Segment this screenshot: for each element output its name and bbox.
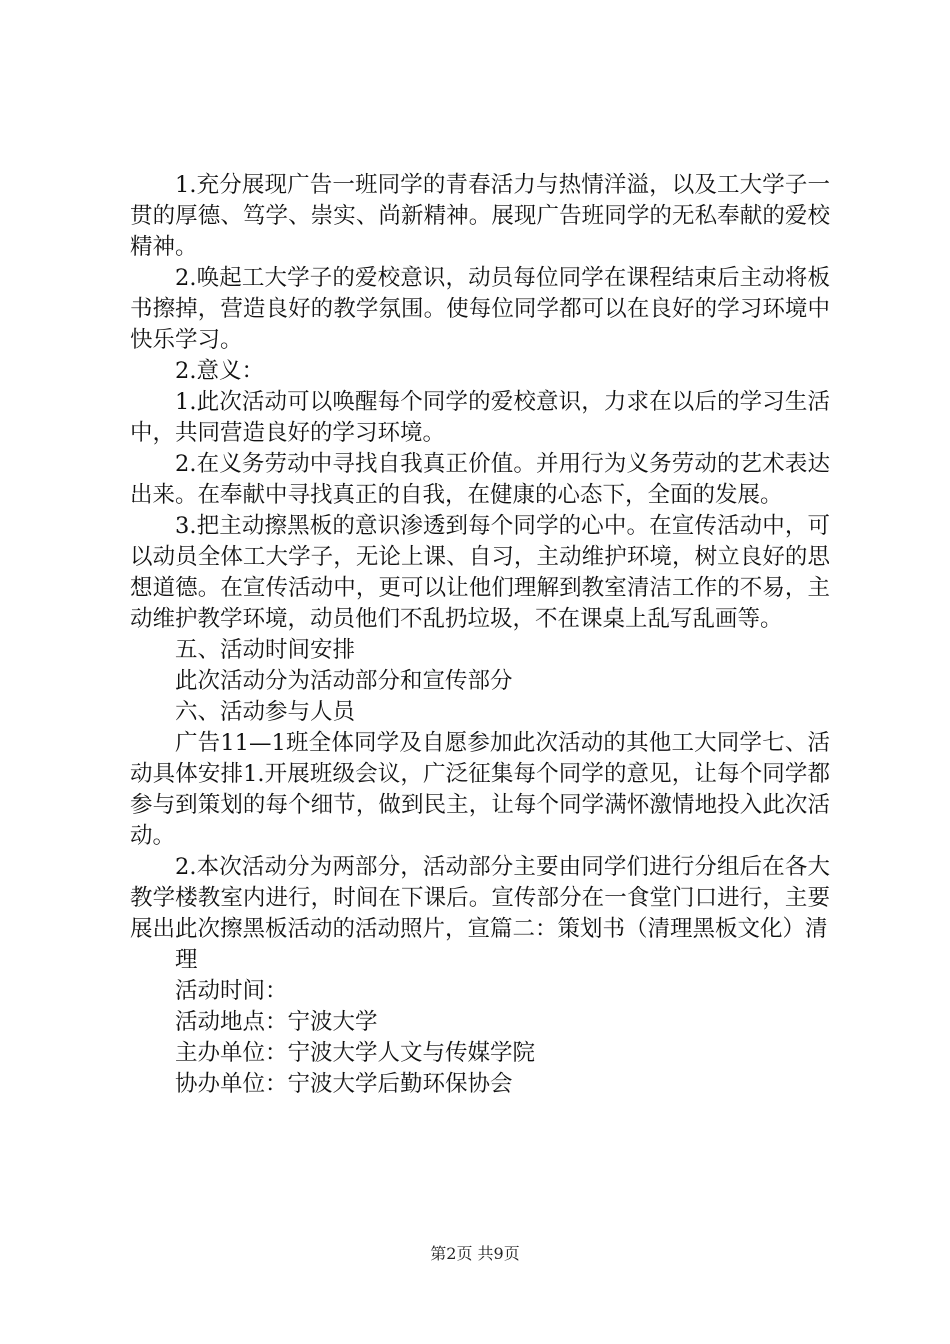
field-co-organizer: 协办单位：宁波大学后勤环保协会 bbox=[175, 1071, 513, 1097]
paragraph-significance-3: 3.把主动擦黑板的意识渗透到每个同学的心中。在宣传活动中，可以动员全体工大学子，无论上课、自习，主动维护环境，树立良好的思想道德。在宣传活动中，更可以让他们理解到教室清洁工作的不易，主动维护教学环境，动员他们不乱扔垃圾，不在课桌上乱写乱画等。 bbox=[130, 513, 830, 632]
paragraph-significance-heading: 2.意义： bbox=[175, 358, 264, 384]
field-organizer: 主办单位：宁波大学人文与传媒学院 bbox=[175, 1040, 536, 1066]
field-activity-time: 活动时间： bbox=[175, 978, 288, 1004]
paragraph-purpose-1: 1.充分展现广告一班同学的青春活力与热情洋溢，以及工大学子一贯的厚德、笃学、崇实、尚新精神。展现广告班同学的无私奉献的爱校精神。 bbox=[130, 172, 830, 260]
section-heading-schedule: 五、活动时间安排 bbox=[175, 637, 356, 663]
paragraph-significance-1: 1.此次活动可以唤醒每个同学的爱校意识，力求在以后的学习生活中，共同营造良好的学习环境。 bbox=[130, 389, 830, 446]
paragraph-significance-2: 2.在义务劳动中寻找自我真正价值。并用行为义务劳动的艺术表达出来。在奉献中寻找真正的自我，在健康的心态下，全面的发展。 bbox=[130, 451, 830, 508]
paragraph-fragment: 理 bbox=[175, 947, 198, 973]
paragraph-schedule: 此次活动分为活动部分和宣传部分 bbox=[175, 668, 513, 694]
paragraph-arrangement-2: 2.本次活动分为两部分，活动部分主要由同学们进行分组后在各大教学楼教室内进行，时间在下课后。宣传部分在一食堂门口进行，主要展出此次擦黑板活动的活动照片，宣篇二：策划书（清理黑板文化）清 bbox=[130, 854, 830, 942]
document-body bbox=[130, 170, 830, 1100]
page-number-footer: 第2页 共9页 bbox=[430, 1244, 520, 1263]
field-activity-location: 活动地点：宁波大学 bbox=[175, 1009, 378, 1035]
section-heading-participants: 六、活动参与人员 bbox=[175, 699, 356, 725]
paragraph-purpose-2: 2.唤起工大学子的爱校意识，动员每位同学在课程结束后主动将板书擦掉，营造良好的教学氛围。使每位同学都可以在良好的学习环境中快乐学习。 bbox=[130, 265, 830, 353]
paragraph-participants: 广告11—1班全体同学及自愿参加此次活动的其他工大同学七、活动具体安排1.开展班级会议，广泛征集每个同学的意见，让每个同学都参与到策划的每个细节，做到民主，让每个同学满怀激情地投入此次活动。 bbox=[130, 730, 830, 849]
